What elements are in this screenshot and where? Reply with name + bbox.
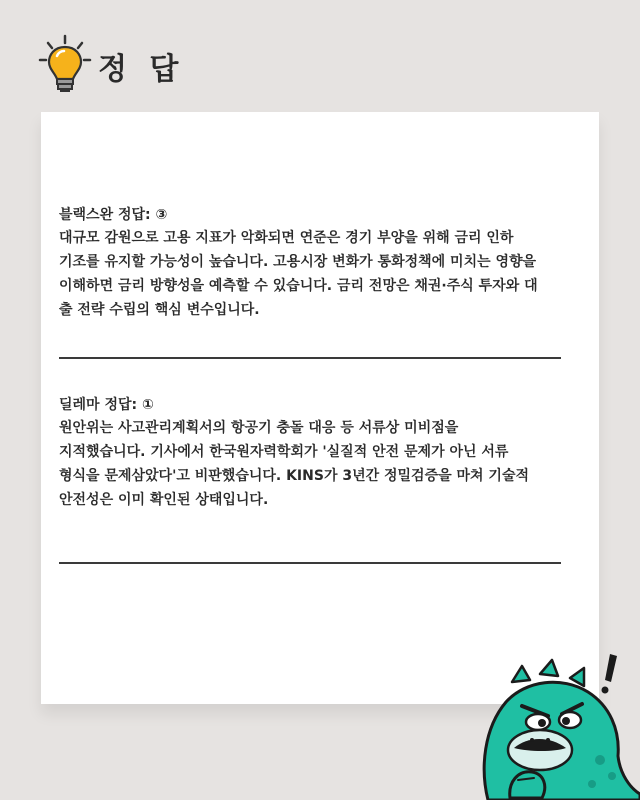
section-text-line: 이해하면 금리 방향성을 예측할 수 있습니다. 금리 전망은 채권·주식 투자와 대 — [59, 278, 538, 294]
section-title: 딜레마 정답: ① — [59, 397, 154, 413]
divider — [59, 357, 561, 359]
section-text-line: 형식을 문제삼았다'고 비판했습니다. KINS가 3년간 정밀검증을 마쳐 기술적 — [59, 468, 529, 484]
header — [36, 34, 336, 98]
page-title: 정 답 — [98, 52, 185, 87]
section-title: 블랙스완 정답: ③ — [59, 207, 168, 223]
section-text-line: 지적했습니다. 기사에서 한국원자력학회가 '실질적 안전 문제가 아닌 서류 — [59, 444, 509, 460]
answer-section-blackswan — [59, 204, 579, 322]
answer-section-dilemma — [59, 394, 579, 512]
section-text-line: 안전성은 이미 확인된 상태입니다. — [59, 492, 269, 508]
section-text-line: 출 전략 수립의 핵심 변수입니다. — [59, 302, 260, 318]
section-text-line: 대규모 감원으로 고용 지표가 악화되면 연준은 경기 부양을 위해 금리 인하 — [59, 230, 514, 246]
dinosaur-mascot-icon — [470, 648, 640, 800]
answer-card — [41, 112, 599, 704]
section-text-line: 원안위는 사고관리계획서의 항공기 충돌 대응 등 서류상 미비점을 — [59, 420, 459, 436]
section-text-line: 기조를 유지할 가능성이 높습니다. 고용시장 변화가 통화정책에 미치는 영향을 — [59, 254, 537, 270]
divider — [59, 562, 561, 564]
lightbulb-icon — [36, 34, 96, 98]
